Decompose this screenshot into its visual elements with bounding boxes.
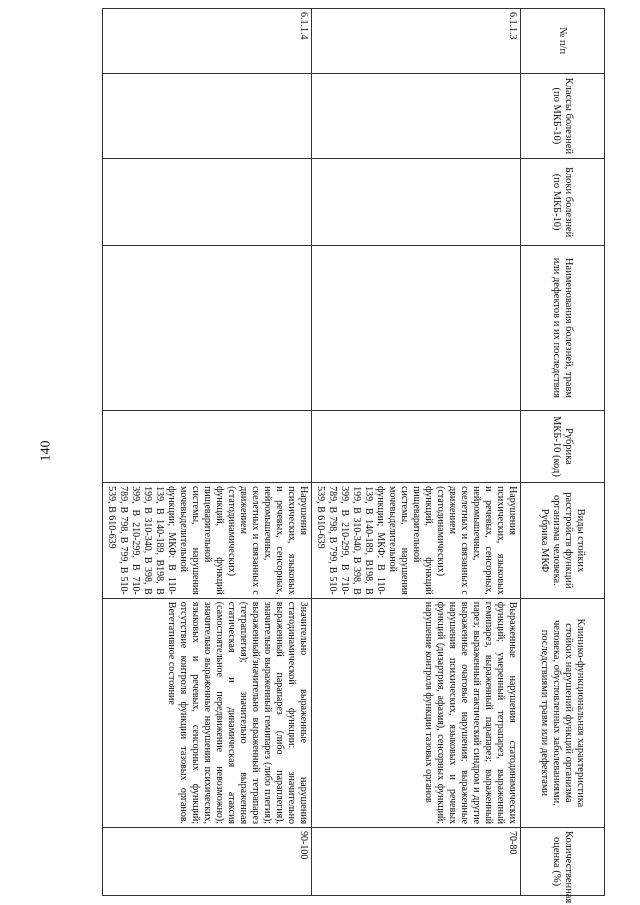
table-row <box>312 9 521 896</box>
header-num: № п/п <box>521 9 605 74</box>
cell-code <box>103 410 312 482</box>
disability-criteria-table <box>102 8 605 904</box>
cell-blocks <box>103 159 312 246</box>
cell-characteristic: Значительно выраженные нарушения статодинамической функции: значительно выраженный парапарез (либо параплегия), значительно выраженный гемипарез (либо плегия); выраженный/значительно выраженный тетрапарез (тетраплегия); значительно выраженная статическая и динамическая атаксия (самостоятельное передвижение невозможно); значительно выраженные нарушения психических, языковых и речевых, сенсорных функций; отсутствие контроля функции тазовых органов. Вегетативное состояние <box>103 598 312 827</box>
table-row <box>103 9 312 896</box>
header-code: Рубрика МКБ-10 (код) <box>521 410 605 482</box>
cell-blocks <box>312 159 521 246</box>
cell-kinds: Нарушения психических, языковых и речевых, сенсорных, нейромышечных, скелетных и связанных с движением (статодинамических) функций, функций пищеварительной системы, нарушения мочевыделительной функции; МКФ: В 110-139, В 140-189, В198, В 199, В 310-340, В 398, В 399, В 210-299, В 710-789, В 798, В 799, В 510-539, В 610-639 <box>312 483 521 599</box>
cell-score: 90-100 <box>103 828 312 896</box>
cell-classes <box>312 73 521 159</box>
header-characteristic: Клинико-функциональная характеристика стойких нарушений функций организма человека, обусловленных заболеваниями, последствиями травм или дефектами <box>521 598 605 827</box>
cell-kinds: Нарушения психических, языковых и речевых, сенсорных, нейромышечных, скелетных и связанных с движением (статодинамических) функций, функций пищеварительной системы, нарушения мочевыделительной функции; МКФ: В 110-139, В 140-189, В198, В 199, В 310-340, В 398, В 399, В 210-299, В 710-789, В 798, В 799, В 510-539, В 610-639 <box>103 483 312 599</box>
cell-score: 70-80 <box>312 828 521 896</box>
header-names: Наименования болезней, травм или дефектов и их последствия <box>521 246 605 411</box>
cell-characteristic: Выраженные нарушения статодинамических функций; умеренный тетрапарез, выраженный гемипарез, выраженный парапарез; выраженный парез; выраженный атактический синдром и другие выраженные очаговые нарушения; выраженные нарушения психических, языковых и речевых функций (дизартрия, афазия), сенсорных функций; нарушение контроля функции тазовых органов <box>312 598 521 827</box>
header-score: Количественная оценка (%) <box>521 828 605 896</box>
header-blocks: Блоки болезней (по МКБ-10) <box>521 159 605 246</box>
cell-num: 6.1.1.4 <box>103 9 312 74</box>
cell-classes <box>103 73 312 159</box>
cell-names <box>312 246 521 411</box>
header-classes: Классы болезней (по МКБ-10) <box>521 73 605 159</box>
page-number: 140 <box>38 440 54 462</box>
cell-num: 6.1.1.3 <box>312 9 521 74</box>
table-header-row <box>521 9 605 896</box>
cell-code <box>312 410 521 482</box>
header-kinds: Виды стойких расстройств функций организма человека. Рубрика МКФ <box>521 483 605 599</box>
cell-names <box>103 246 312 411</box>
